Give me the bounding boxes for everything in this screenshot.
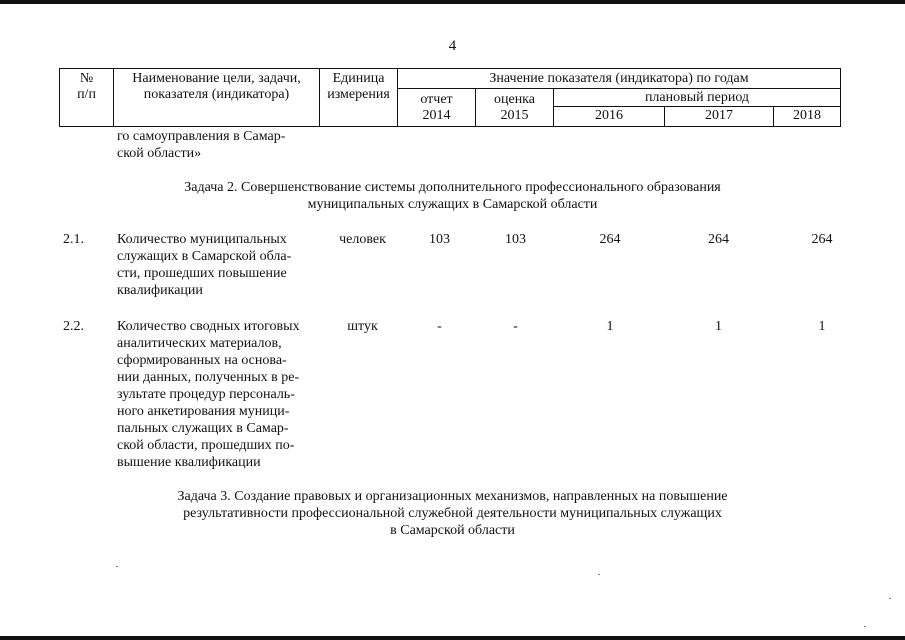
unit-cell: штук [347, 319, 378, 334]
value-2018: 1 [818, 319, 826, 334]
value-2015: 103 [505, 232, 526, 247]
col-report-header: отчет 2014 [420, 92, 453, 123]
value-2017: 1 [715, 319, 722, 334]
unit-cell: человек [339, 232, 386, 247]
col-num-header: № п/п [77, 71, 96, 102]
scan-speck [598, 574, 600, 575]
indicator-name: Количество муниципальных служащих в Самарской обла- сти, прошедших повышение квалификации [117, 232, 292, 298]
header-divider [397, 88, 840, 89]
col-values-header: Значение показателя (индикатора) по годам [489, 71, 749, 86]
task3-heading: Задача 3. Создание правовых и организационных механизмов, направленных на повышение результативности профессиональной служебной деятельности муниципальных служащих в Самарской области [177, 489, 728, 538]
task2-heading: Задача 2. Совершенствование системы дополнительного профессионального образования муниципальных служащих в Самарской области [184, 180, 721, 212]
row-number: 2.1. [63, 232, 84, 247]
value-2017: 264 [708, 232, 729, 247]
table-header [59, 68, 841, 127]
plan-period-header: плановый период [644, 90, 750, 105]
indicator-name: Количество сводных итоговых аналитических материалов, сформированных на основа- нии данных, полученных в ре- зультате процедур персональ- ного анкетирования муници- пальных служащих в Самар- ской области, прошедших по- вышение квалификации [117, 319, 300, 470]
col-unit-header: Единица измерения [327, 71, 390, 102]
header-divider [553, 106, 840, 107]
value-2016: 1 [606, 319, 614, 334]
col-2017-header: 2017 [705, 108, 733, 123]
page-top-edge [0, 0, 905, 4]
col-2016-header: 2016 [595, 108, 623, 123]
row-number: 2.2. [63, 319, 84, 334]
scan-speck [864, 626, 866, 627]
value-2015: - [513, 319, 518, 334]
value-2018: 264 [811, 232, 833, 247]
value-2014: 103 [429, 232, 450, 247]
scan-speck [889, 598, 891, 599]
col-estimate-header: оценка 2015 [493, 92, 535, 123]
page-bottom-edge [0, 636, 905, 640]
value-2016: 264 [599, 232, 621, 247]
page-number: 4 [448, 38, 457, 54]
col-2018-header: 2018 [793, 108, 821, 123]
continuation-text: го самоуправления в Самар- ской области» [117, 129, 286, 161]
col-name-header: Наименование цели, задачи, показателя (индикатора) [132, 71, 301, 102]
scan-speck [116, 566, 118, 567]
value-2014: - [437, 319, 442, 334]
